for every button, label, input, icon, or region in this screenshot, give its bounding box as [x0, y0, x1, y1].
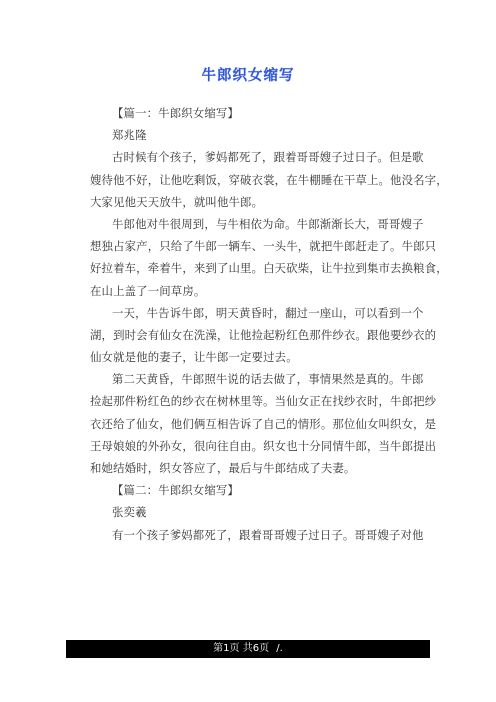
- paragraph-line: 好拉着车，牵着牛，来到了山里。白天砍柴，让牛拉到集市去换粮食，: [90, 261, 448, 276]
- paragraph: [90, 302, 437, 369]
- paragraph-line: 古时候有个孩子，爹妈都死了，跟着哥哥嫂子过日子。但是歌: [112, 150, 424, 165]
- document-title: 牛郎织女缩写: [201, 68, 295, 84]
- paragraph-line: 大家见他天天放牛，就叫他牛郎。: [90, 194, 264, 209]
- paragraph-line: 王母娘娘的外孙女，很向往自由。织女也十分同情牛郎，当牛郎提出: [90, 438, 437, 453]
- paragraph-line: 想独占家产，只给了牛郎一辆车、一头牛，就把牛郎赶走了。牛郎只: [90, 239, 437, 254]
- paragraph-line: 和她结婚时，织女答应了，最后与牛郎结成了夫妻。: [90, 461, 356, 475]
- section-author: 张奕羲: [112, 505, 147, 520]
- paragraph-line: 仙女就是他的妻子，让牛郎一定要过去。: [90, 350, 298, 365]
- page-number: 第1页 共6页: [213, 643, 270, 654]
- paragraph-line: 湖，到时会有仙女在洗澡，让他捡起粉红色那件纱衣。跟他要纱衣的: [90, 327, 437, 342]
- section-heading: 【篇一：牛郎织女缩写】: [112, 106, 239, 120]
- paragraph: [90, 146, 448, 213]
- paragraph-line: 衣还给了仙女，他们俩互相告诉了自己的情形。那位仙女叫织女，是: [90, 416, 437, 431]
- paragraph-line: 在山上盖了一间草房。: [90, 283, 206, 298]
- footer-marker: /.: [276, 643, 283, 654]
- paragraph-line: 嫂待他不好，让他吃剩饭，穿破衣裳，在牛棚睡在干草上。他没名字，: [90, 172, 448, 187]
- section-author: 郑兆隆: [112, 128, 147, 143]
- paragraph: [90, 368, 437, 479]
- paragraph-line: 一天，牛告诉牛郎，明天黄昏时，翻过一座山，可以看到一个: [112, 305, 424, 320]
- section-heading: 【篇二：牛郎织女缩写】: [112, 483, 239, 498]
- document-body: [90, 102, 448, 546]
- page-footer: [66, 640, 430, 658]
- paragraph-line: 第二天黄昏，牛郎照牛说的话去做了，事情果然是真的。牛郎: [112, 372, 424, 387]
- paragraph-line: 牛郎他对牛很周到，与牛相依为命。牛郎渐渐长大，哥哥嫂子: [112, 216, 424, 231]
- paragraph-line: 捡起那件粉红色的纱衣在树林里等。当仙女正在找纱衣时，牛郎把纱: [90, 394, 437, 409]
- paragraph: [90, 213, 448, 302]
- paragraph-line: 有一个孩子爹妈都死了，跟着哥哥嫂子过日子。哥哥嫂子对他: [112, 527, 424, 542]
